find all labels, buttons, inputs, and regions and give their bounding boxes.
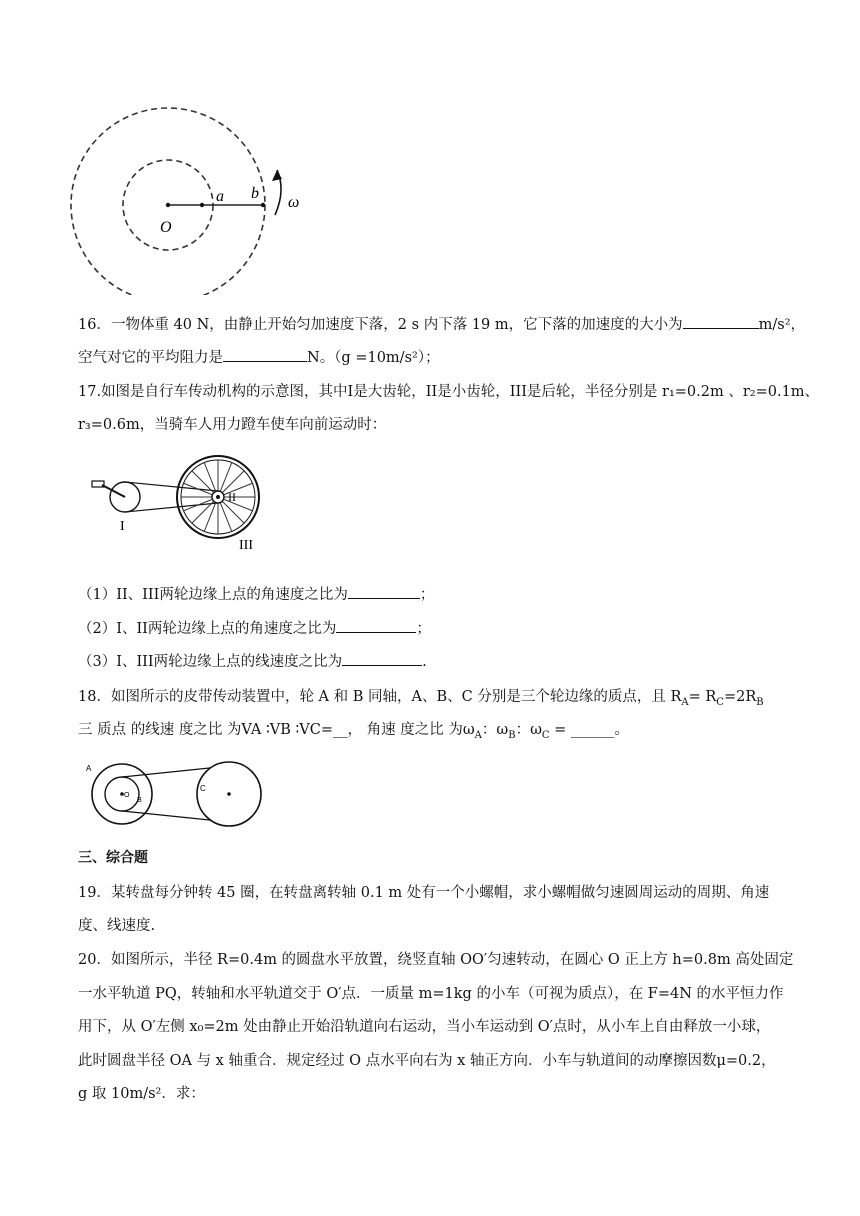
q17-blank2[interactable] [336,618,416,633]
label-i: I [120,519,125,534]
q18-text1-tail: = R [688,689,717,705]
q18-omega-sub-a: A [474,729,482,741]
q18-sub-b: B [756,696,764,708]
q18-line2 [78,719,629,747]
point-b [261,203,265,207]
q20-text3: 用下，从 O′左侧 x₀=2m 处由静止开始沿轨道向右运动，当小车运动到 O′点时，从小车上自由释放一小球， [78,1019,771,1035]
q18-omega-sub-c: C [541,729,550,741]
q17-sub1 [78,584,434,606]
q16-number: 16． [78,317,111,333]
q20-text4: 此时圆盘半径 OA 与 x 轴重合．规定经过 O 点水平向右为 x 轴正方向．小车与轨道间的动摩擦因数μ=0.2， [78,1053,776,1069]
q19-line1 [78,882,769,904]
q18-text2-tail: ：ω [481,722,509,738]
point-a [200,203,204,207]
q18-text1-tail2: =2R [723,689,757,705]
q18-text1: 如图所示的皮带传动装置中，轮 A 和 B 同轴，A、B、C 分别是三个轮边缘的质点，且 R [110,689,682,705]
label-b: B [137,797,142,804]
label-b: b [251,185,259,202]
label-iii: III [239,538,253,552]
q20-line1 [78,949,793,971]
label-ii: II [228,490,236,504]
q20-line3 [78,1016,770,1038]
q17-line2 [78,414,386,436]
q17-sub3 [78,651,427,673]
q17-number: 17. [78,384,102,400]
q17-sub1-text: （1）II、III两轮边缘上点的角速度之比为 [78,587,348,603]
q19-number: 19． [78,885,111,901]
label-omega: ω [288,194,300,211]
q16-text1: 一物体重 40 N，由静止开始匀加速度下落，2 s 内下落 19 m，它下落的加速度的大小为 [110,317,683,333]
q16-line1 [78,314,805,336]
center-c [227,792,231,796]
rotation-disk-figure [70,90,330,295]
label-c: C [200,784,206,793]
q17-sub2-end: ； [416,621,431,637]
q17-sub3-end: . [422,654,427,670]
label-o: O [124,792,130,799]
q16-blank1[interactable] [683,314,759,329]
q16-blank2[interactable] [223,347,307,362]
q18-sub-a: A [681,696,689,708]
q18-text2: 三 质点 的线速 度之比 为VA ∶VB ∶VC=__， 角速 度之比 为ω [78,722,475,738]
q18-text2-tail2: ：ω [515,722,542,738]
q18-omega-sub-b: B [508,729,516,741]
q16-text2b: N。（g =10m/s²）； [307,350,440,366]
center-point [166,203,170,207]
label-o: O [160,219,172,236]
q18-number: 18． [78,689,111,705]
q17-text2: r₃=0.6m，当骑车人用力蹬车使车向前运动时： [78,417,387,433]
q19-text1: 某转盘每分钟转 45 圈，在转盘离转轴 0.1 m 处有一个小螺帽，求小螺帽做匀速圆周运动的周期、角速 [110,885,770,901]
section-heading: 三、综合题 [78,850,148,866]
bicycle-transmission-figure [85,452,270,552]
label-a: A [86,764,92,773]
q18-sub-c: C [716,696,724,708]
outer-dashed-circle [71,108,265,295]
q20-line2 [78,983,784,1005]
q17-sub3-text: （3）I、III两轮边缘上点的线速度之比为 [78,654,343,670]
q20-line4 [78,1050,776,1072]
q16-text2: 空气对它的平均阻力是 [78,350,223,366]
q17-blank1[interactable] [348,584,420,599]
q16-line2 [78,347,440,369]
q20-number: 20． [78,952,111,968]
q17-line1 [78,381,819,403]
q17-blank3[interactable] [342,651,422,666]
q20-text2: 一水平轨道 PQ，转轴和水平轨道交于 O′点．一质量 m=1kg 的小车（可视为质点），在 F=4N 的水平恒力作 [78,986,784,1002]
q20-line5 [78,1083,205,1105]
wheel-axle [216,495,220,499]
q17-sub2-text: （2）I、II两轮边缘上点的角速度之比为 [78,621,337,637]
q17-sub1-end: ； [419,587,435,603]
q18-line1 [78,686,764,714]
belt-drive-figure [84,758,269,828]
q20-text5: g 取 10m/s²．求： [78,1086,205,1102]
label-a: a [216,188,224,205]
q19-text2: 度、线速度. [78,918,156,934]
q16-unit1: m/s²， [758,317,806,333]
q19-line2 [78,915,155,937]
q18-text2-tail3: = ______。 [549,722,629,738]
q17-sub2 [78,618,431,640]
q20-text1: 如图所示，半径 R=0.4m 的圆盘水平放置，绕竖直轴 OO′匀速转动，在圆心 O 正上方 h=0.8m 高处固定 [110,952,794,968]
q17-text1: 如图是自行车传动机构的示意图，其中I是大齿轮，II是小齿轮，III是后轮，半径分别是 r₁=0.2m 、r₂=0.1m、 [101,384,820,400]
